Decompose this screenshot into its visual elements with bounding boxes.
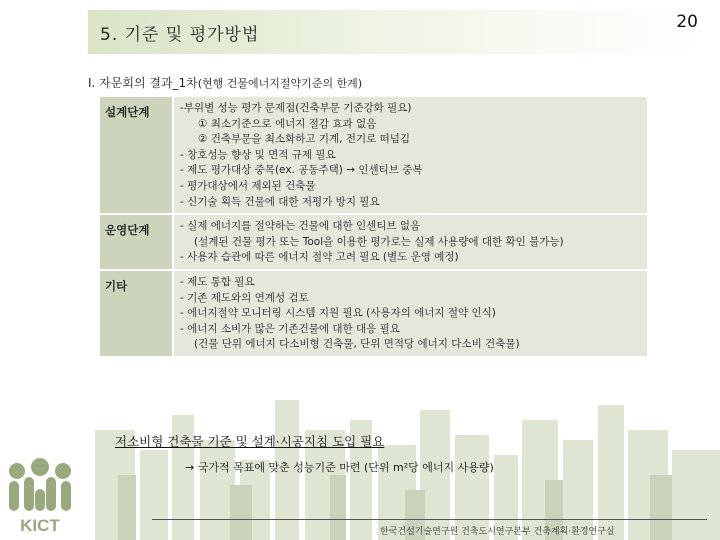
row-label: 기타	[100, 271, 172, 356]
heading-main: I. 자문회의 결과_1차	[88, 76, 198, 90]
content-line: - 제도 평가대상 중목(ex. 공동주택) → 인센티브 중복	[180, 164, 423, 177]
section-title: 5. 기준 및 평가방법	[100, 25, 260, 45]
row-content	[174, 97, 647, 213]
logo-text: KICT	[20, 516, 60, 535]
content-line: - 사용자 습관에 따른 에너지 절약 고려 필요 (별도 운영 예정)	[180, 251, 459, 264]
table-row	[100, 97, 647, 213]
conclusion-text: 저소비형 건축물 기준 및 설계·시공지침 도입 필요	[115, 434, 385, 449]
content-line: (설계된 건물 평가 또는 Tool을 이용한 평가로는 실제 사용량에 대한 확인 불가능)	[194, 235, 564, 248]
slide-heading	[88, 74, 362, 91]
row-label: 운영단계	[100, 215, 172, 269]
content-line: ② 건축부문을 최소화하고 기계, 전기로 떠넘김	[198, 133, 411, 146]
table-row	[100, 271, 647, 356]
limitations-table	[100, 97, 647, 358]
row-content	[174, 215, 647, 269]
row-label: 설계단계	[100, 97, 172, 213]
content-line: - 에너지 소비가 많은 기존건물에 대한 대응 필요	[180, 322, 400, 335]
content-line: - 제도 통합 필요	[180, 275, 255, 288]
content-line: - 실제 에너지를 절약하는 건물에 대한 인센티브 없음	[180, 220, 421, 233]
content-line: ① 최소기준으로 에너지 절감 효과 없음	[198, 117, 377, 130]
content-line: - 에너지절약 모니터링 시스템 지원 필요 (사용자의 에너지 절약 인식)	[180, 307, 496, 320]
content-line: (건물 단위 에너지 다소비형 건축물, 단위 면적당 에너지 다소비 건축물)	[194, 338, 520, 351]
heading-sub: (현행 건물에너지절약기준의 한계)	[197, 77, 363, 90]
footer-divider	[152, 519, 707, 520]
content-line: - 신기술 획득 건물에 대한 저평가 방지 필요	[180, 195, 380, 208]
footer-text: 한국건설기술연구원 건축도시연구본부 건축계획·환경연구실	[380, 527, 615, 537]
content-line: - 기존 제도와의 연계성 검토	[180, 291, 309, 304]
kict-logo	[3, 455, 77, 537]
content-line: - 평가대상에서 제외된 건축물	[180, 179, 316, 192]
content-line: -부위별 성능 평가 문제점(건축부문 기준강화 필요)	[180, 102, 412, 114]
table-row	[100, 215, 647, 269]
content-line: - 창호성능 향상 및 면적 규제 필요	[180, 148, 336, 161]
page-number: 20	[676, 12, 698, 32]
goal-text: → 국가적 목표에 맞춘 성능기준 마련 (단위 m²당 에너지 사용량)	[185, 461, 494, 474]
row-content	[174, 271, 647, 356]
